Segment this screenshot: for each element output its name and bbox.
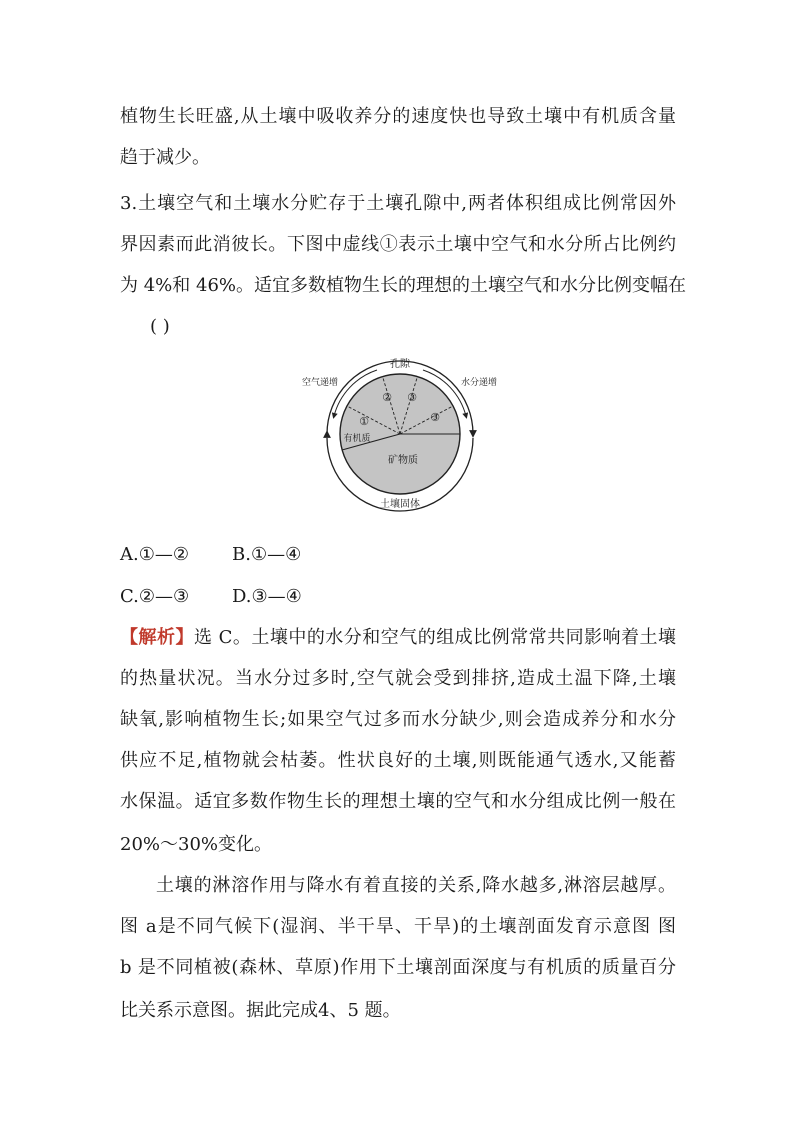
question-line-3: 为 4%和 46%。适宜多数植物生长的理想的土壤空气和水分比例变幅在: [120, 275, 687, 296]
analysis-line-4: 供应不足,植物就会枯萎。性状良好的土壤,则既能通气透水,又能蓄: [120, 750, 676, 771]
analysis-text-1: 选 C。土壤中的水分和空气的组成比例常常共同影响着土壤: [193, 627, 676, 648]
option-a[interactable]: A.①—②: [120, 544, 189, 565]
mark-3a: ③: [407, 391, 417, 404]
passage-line-4: 比关系示意图。据此完成4、5 题。: [120, 1000, 401, 1021]
question-line-1: 3.土壤空气和土壤水分贮存于土壤孔隙中,两者体积组成比例常因外: [120, 193, 676, 214]
analysis-tag: 【解析】: [120, 627, 194, 648]
pores-label: 孔隙: [390, 359, 410, 370]
question-line-2: 界因素而此消彼长。下图中虚线①表示土壤中空气和水分所占比例约: [120, 234, 676, 255]
option-c[interactable]: C.②—③: [120, 586, 190, 607]
soil-composition-diagram: [295, 354, 505, 514]
water-increase-label: 水分递增: [460, 378, 498, 388]
analysis-line-2: 的热量状况。当水分过多时,空气就会受到排挤,造成土温下降,土壤: [120, 668, 676, 689]
mark-1: ①: [359, 415, 369, 428]
analysis-line-5: 水保温。适宜多数作物生长的理想土壤的空气和水分组成比例一般在: [120, 791, 676, 812]
option-d[interactable]: D.③—④: [232, 586, 302, 607]
mark-3b: ③: [430, 411, 440, 424]
analysis-line-3: 缺氧,影响植物生长;如果空气过多而水分缺少,则会造成养分和水分: [120, 709, 676, 730]
passage-line-1: 土壤的淋溶作用与降水有着直接的关系,降水越多,淋溶层越厚。: [156, 875, 676, 896]
air-increase-label: 空气递增: [301, 378, 339, 388]
intro-line-1: 植物生长旺盛,从土壤中吸收养分的速度快也导致土壤中有机质含量: [120, 106, 676, 127]
soil-solids-label: 土壤固体: [380, 499, 420, 510]
mark-2: ②: [382, 391, 392, 404]
analysis-line-6: 20%～30%变化。: [120, 834, 273, 855]
answer-blank: ( ): [150, 316, 170, 337]
option-b[interactable]: B.①—④: [232, 544, 302, 565]
intro-line-2: 趋于减少。: [120, 147, 210, 168]
passage-line-3: b 是不同植被(森林、草原)作用下土壤剖面深度与有机质的质量百分: [120, 957, 676, 978]
analysis-line-1: [120, 626, 676, 650]
organic-matter-label: 有机质: [343, 434, 371, 444]
passage-line-2: 图 a是不同气候下(湿润、半干旱、干旱)的土壤剖面发育示意图 图: [120, 916, 676, 937]
minerals-label: 矿物质: [388, 455, 418, 466]
